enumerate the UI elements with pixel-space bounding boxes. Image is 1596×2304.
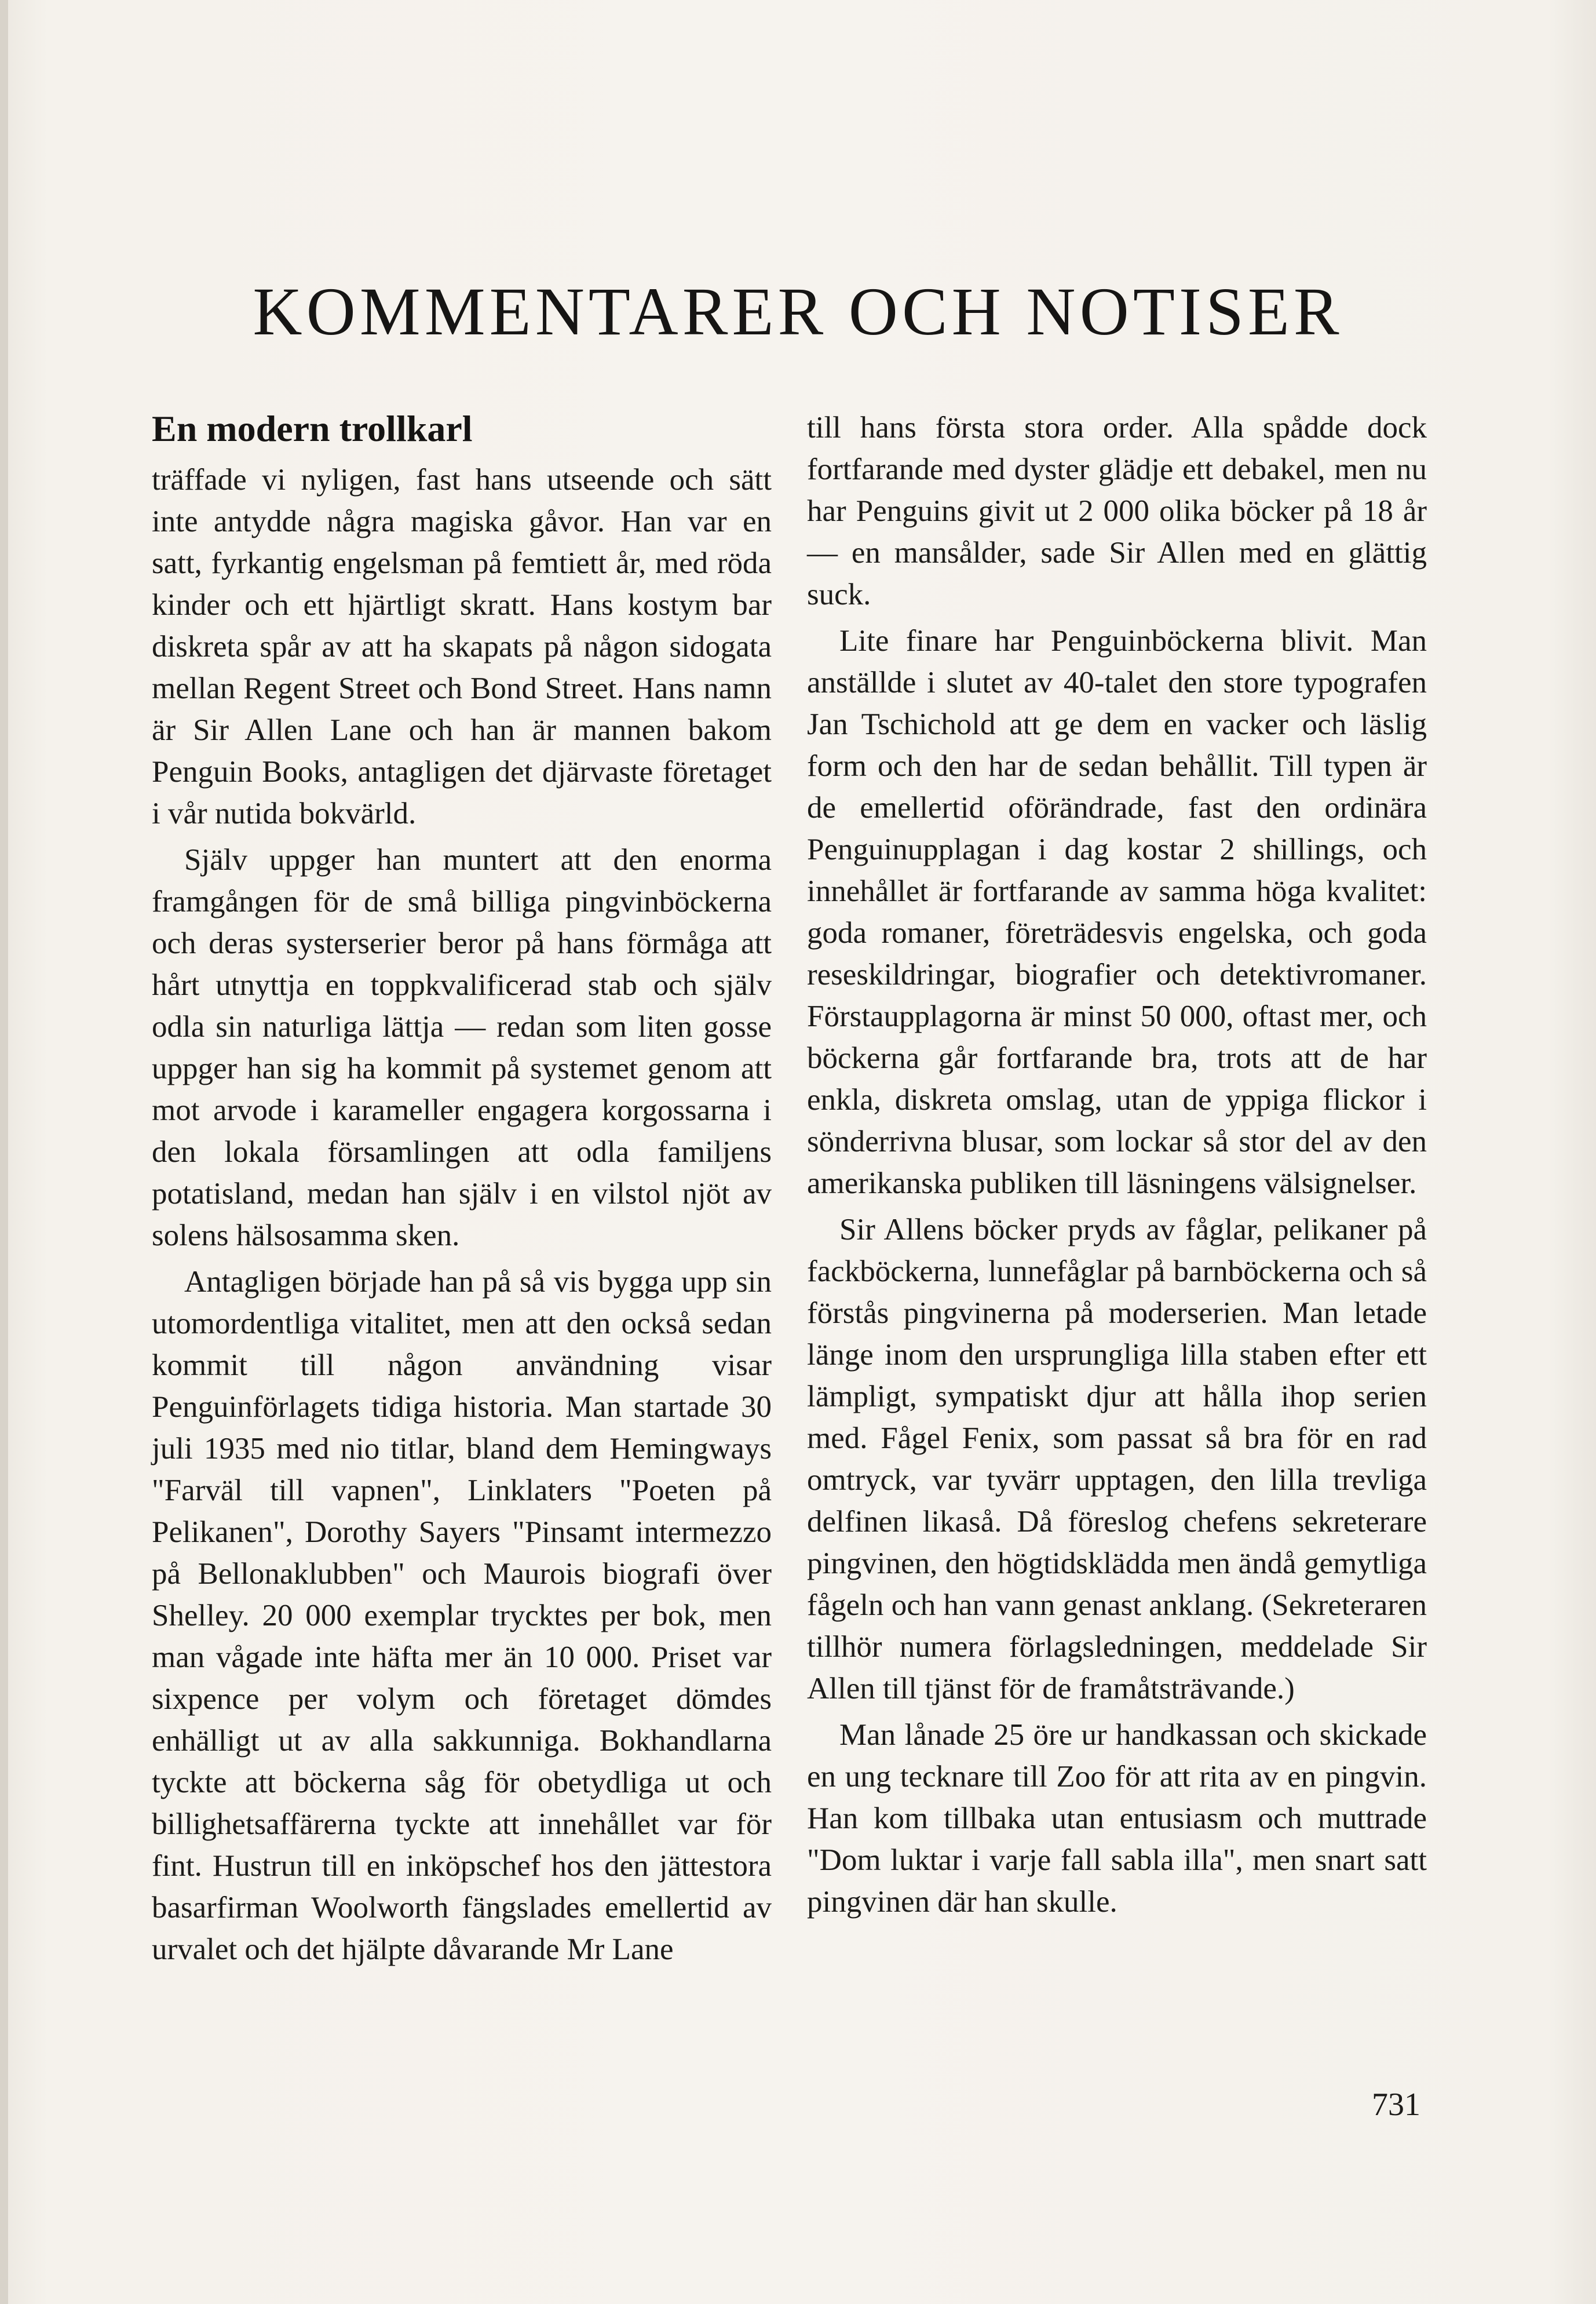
left-column (152, 406, 772, 1975)
paragraph: träffade vi nyligen, fast hans utseende och sätt inte antydde några magiska gåvor. Han var en satt, fyrkantig engelsman på femtiett år, med röda kinder och ett hjärtligt skratt. Hans kostym bar diskreta spår av att ha skapats på någon sidogata mellan Regent Street och Bond Street. Hans namn är Sir Allen Lane och han är mannen bakom Penguin Books, antagligen det djärvaste företaget i vår nutida bokvärld. (152, 463, 772, 830)
paragraph: Själv uppger han muntert att den enorma framgången för de små billiga pingvinböckerna och deras systerserier beror på hans förmåga att hårt utnyttja en toppkvalificerad stab och själv odla sin naturliga lättja — redan som liten gosse uppger han sig ha kommit på systemet genom att mot arvode i karameller engagera korgossarna i den lokala församlingen att odla familjens potatisland, medan han själv i en vilstol njöt av solens hälsosamma sken. (152, 843, 772, 1252)
page-number: 731 (1372, 2087, 1420, 2123)
paragraph: Lite finare har Penguinböckerna blivit. Man anställde i slutet av 40-talet den store typografen Jan Tschichold att ge dem en vacker och läslig form och den har de sedan behållit. Till typen är de emellertid oförändrade, fast den ordinära Penguinupplagan i dag kostar 2 shillings, och innehållet är fortfarande av samma höga kvalitet: goda romaner, företrädesvis engelska, och goda reseskildringar, biografier och detektivromaner. Förstaupplagorna är minst 50 000, oftast mer, och böckerna går fortfarande bra, trots att de har enkla, diskreta omslag, utan de yppiga flickor i sönderrivna blusar, som lockar så stor del av den amerikanska publiken till läsningens välsignelser. (807, 624, 1427, 1200)
paragraph: Man lånade 25 öre ur handkassan och skickade en ung tecknare till Zoo för att rita av en pingvin. Han kom tillbaka utan entusiasm och muttrade "Dom luktar i varje fall sabla illa", men snart satt pingvinen där han skulle. (807, 1718, 1427, 1919)
paragraph: Sir Allens böcker pryds av fåglar, pelikaner på fackböckerna, lunnefåglar på barnböckerna och så förstås pingvinerna på moderserien. Man letade länge inom den ursprungliga lilla staben efter ett lämpligt, sympatiskt djur att hålla ihop serien med. Fågel Fenix, som passat så bra för en rad omtryck, var tyvärr upptagen, den lilla trevliga delfinen likaså. Då föreslog chefens sekreterare pingvinen, den högtidsklädda men ändå gemytliga fågeln och han vann genast anklang. (Sekreteraren tillhör numera förlagsledningen, meddelade Sir Allen till tjänst för de framåtsträvande.) (807, 1213, 1427, 1705)
section-title: KOMMENTARER OCH NOTISER (253, 274, 1343, 349)
paragraph: Antagligen började han på så vis bygga upp sin utomordentliga vitalitet, men att den också sedan kommit till någon användning visar Penguinförlagets tidiga historia. Man startade 30 juli 1935 med nio titlar, bland dem Hemingways "Farväl till vapnen", Linklaters "Poeten på Pelikanen", Dorothy Sayers "Pinsamt intermezzo på Bellonaklubben" och Maurois biografi över Shelley. 20 000 exemplar trycktes per bok, men man vågade inte häfta mer än 10 000. Priset var sixpence per volym och företaget dömdes enhälligt ut av alla sakkunniga. Bokhandlarna tyckte att böckerna såg för obetydliga ut och billighetsaffärerna tyckte att innehållet var för fint. Hustrun till en inköpschef hos den jättestora basarfirman Woolworth fängslades emellertid av urvalet och det hjälpte dåvarande Mr Lane (152, 1265, 772, 1966)
paragraph: till hans första stora order. Alla spådde dock fortfarande med dyster glädje ett debakel, men nu har Penguins givit ut 2 000 olika böcker på 18 år — en mansålder, sade Sir Allen med en glättig suck. (807, 411, 1427, 611)
right-column (807, 407, 1427, 1927)
article-heading: En modern trollkarl (152, 408, 473, 449)
